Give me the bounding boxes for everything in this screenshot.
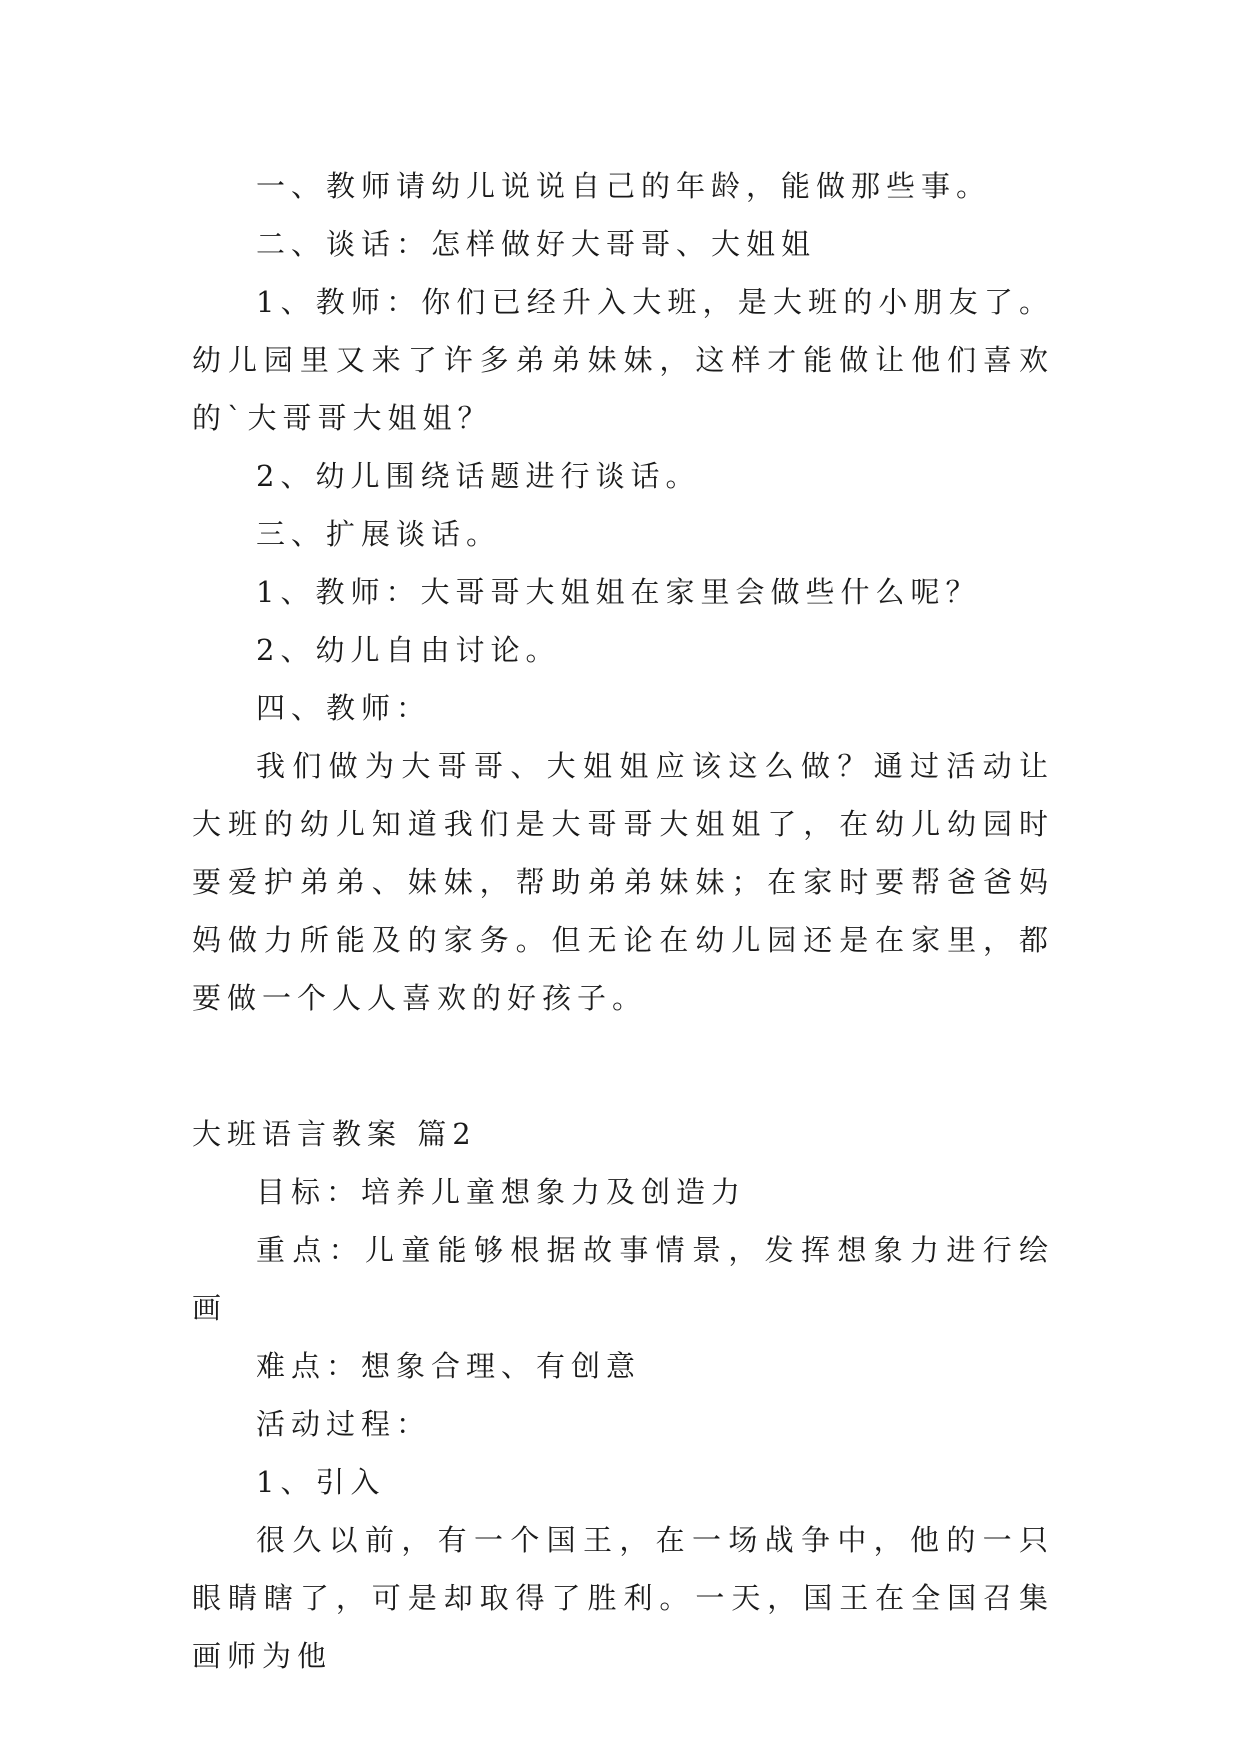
paragraph-goal: 目标：培养儿童想象力及创造力: [256, 1175, 747, 1209]
lesson-plan-1-body: [192, 157, 1054, 1027]
paragraph-children-talk: 2、幼儿围绕话题进行谈话。: [256, 459, 701, 493]
paragraph-teacher-home-question: 1、教师：大哥哥大姐姐在家里会做些什么呢？: [256, 575, 981, 609]
lesson-plan-2-body: [192, 1105, 1054, 1685]
paragraph-intro-age: 一、教师请幼儿说说自己的年龄，能做那些事。: [256, 169, 992, 203]
paragraph-difficulty: 难点：想象合理、有创意: [256, 1349, 642, 1383]
paragraph-summary: 我们做为大哥哥、大姐姐应该这么做？通过活动让大班的幼儿知道我们是大哥哥大姐姐了，在幼儿幼园时要爱护弟弟、妹妹，帮助弟弟妹妹；在家时要帮爸爸妈妈做力所能及的家务。但无论在幼儿园还是在家里，都要做一个人人喜欢的好孩子。: [192, 749, 1054, 1015]
paragraph-key-point: 重点：儿童能够根据故事情景，发挥想象力进行绘画: [192, 1233, 1054, 1325]
paragraph-teacher-heading: 四、教师：: [256, 691, 432, 725]
paragraph-process-heading: 活动过程：: [256, 1407, 432, 1441]
paragraph-story: 很久以前，有一个国王，在一场战争中，他的一只眼睛瞎了，可是却取得了胜利。一天，国王在全国召集画师为他: [192, 1523, 1054, 1673]
paragraph-talk-heading: 二、谈话：怎样做好大哥哥、大姐姐: [256, 227, 817, 261]
paragraph-extend-heading: 三、扩展谈话。: [256, 517, 502, 551]
paragraph-teacher-question: 1、教师：你们已经升入大班，是大班的小朋友了。幼儿园里又来了许多弟弟妹妹，这样才能做让他们喜欢的`大哥哥大姐姐？: [192, 285, 1054, 435]
section-title: 大班语言教案 篇2: [192, 1117, 477, 1151]
paragraph-free-discussion: 2、幼儿自由讨论。: [256, 633, 561, 667]
paragraph-step-intro: 1、引入: [256, 1465, 386, 1499]
